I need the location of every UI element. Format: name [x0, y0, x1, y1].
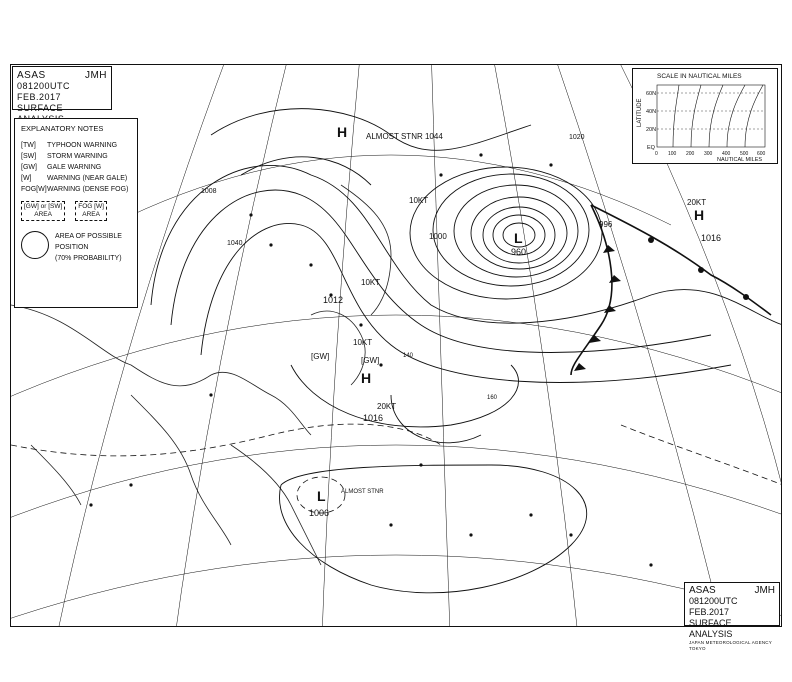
- isobar-1020-label: 1020: [569, 134, 585, 141]
- scale-y-label: LATITUDE: [637, 98, 643, 127]
- low-1006-note: ALMOST STNR: [341, 489, 384, 495]
- legend-row: [TW] TYPHOON WARNING: [21, 142, 118, 149]
- high-1016-ne-label: 1016: [701, 233, 722, 243]
- pressure-center-labels: [201, 124, 721, 518]
- speed-10kt-c: 10KT: [353, 338, 373, 347]
- scale-tick-eq: EQ: [647, 145, 655, 151]
- title-block-bottom: [684, 582, 780, 651]
- scale-tick-40n: 40N: [646, 109, 657, 115]
- legend-title: EXPLANATORY NOTES: [21, 124, 104, 133]
- valid-time: 081200UTC FEB.2017: [689, 596, 738, 617]
- scale-x-500: 500: [740, 151, 749, 157]
- high-south-mark: H: [361, 370, 372, 386]
- scale-x-400: 400: [722, 151, 731, 157]
- distance-scale: [632, 68, 778, 164]
- high-1016-south-label: 1016: [363, 413, 384, 423]
- speed-10kt-b: 10KT: [361, 278, 381, 287]
- issuer-code: JMH: [754, 585, 775, 596]
- gale-area-sample: [GW] or [SW] AREA: [21, 201, 65, 221]
- isobar-1040-label: 1040: [227, 240, 243, 247]
- warning-area-samples: [21, 201, 131, 221]
- scale-x-300: 300: [704, 151, 713, 157]
- legend-row: [W] WARNING (NEAR GALE): [21, 175, 128, 182]
- legend-row: [GW] GALE WARNING: [21, 164, 102, 171]
- agency-code: ASAS: [689, 585, 716, 596]
- probability-area-legend: AREA OF POSSIBLE POSITION (70% PROBABILITY): [21, 231, 131, 264]
- low-996-label: 996: [599, 220, 613, 229]
- gale-warning-a: [GW]: [311, 352, 330, 361]
- speed-20kt-a: 20KT: [377, 402, 397, 411]
- low-1006-label: 1006: [309, 508, 330, 518]
- agency-code: ASAS: [17, 70, 46, 81]
- product-name: SURFACE ANALYSIS: [689, 618, 733, 639]
- speed-20kt-b: 20KT: [687, 198, 707, 207]
- scale-x-600: 600: [757, 151, 766, 157]
- low-center-mark: L: [514, 230, 523, 246]
- organization-name: JAPAN METEOROLOGICAL AGENCY TOKYO: [689, 640, 772, 651]
- isobar-1000-label: 1000: [429, 232, 447, 241]
- fog-area-sample: FOG [W] AREA: [75, 201, 107, 221]
- gale-warning-b: [GW]: [361, 356, 380, 365]
- high-1012-label: 1012: [323, 295, 344, 305]
- legend-row: [SW] STORM WARNING: [21, 153, 108, 160]
- scale-x-100: 100: [668, 151, 677, 157]
- high-1044-label: ALMOST STNR 1044: [366, 132, 443, 141]
- scale-x-0: 0: [655, 151, 658, 157]
- scale-graph: [633, 69, 776, 162]
- legend-row: FOG[W] WARNING (DENSE FOG): [21, 186, 129, 193]
- low-960-label: 960: [511, 247, 527, 257]
- scale-tick-60n: 60N: [646, 91, 657, 97]
- scale-x-200: 200: [686, 151, 695, 157]
- high-ne-mark: H: [694, 207, 705, 223]
- dashed-lines: [11, 424, 782, 513]
- explanatory-notes: [14, 118, 138, 308]
- isobars: [151, 109, 782, 593]
- longitude-140: 140: [403, 353, 414, 359]
- low-tropical-mark: L: [317, 488, 326, 504]
- speed-10kt-a: 10KT: [409, 196, 429, 205]
- scale-tick-20n: 20N: [646, 127, 657, 133]
- product-name: SURFACE: [17, 103, 64, 113]
- probability-circle-icon: [21, 231, 49, 259]
- scale-title: SCALE IN NAUTICAL MILES: [657, 73, 742, 80]
- title-block-top: [12, 66, 112, 113]
- longitude-160: 160: [487, 395, 498, 401]
- issuer-code: JMH: [84, 70, 107, 81]
- isobar-1008-label: 1008: [201, 188, 217, 195]
- high-center-mark: H: [337, 124, 348, 140]
- valid-time: 081200UTC FEB.2017: [17, 81, 71, 102]
- scale-x-label: NAUTICAL MILES: [717, 157, 763, 162]
